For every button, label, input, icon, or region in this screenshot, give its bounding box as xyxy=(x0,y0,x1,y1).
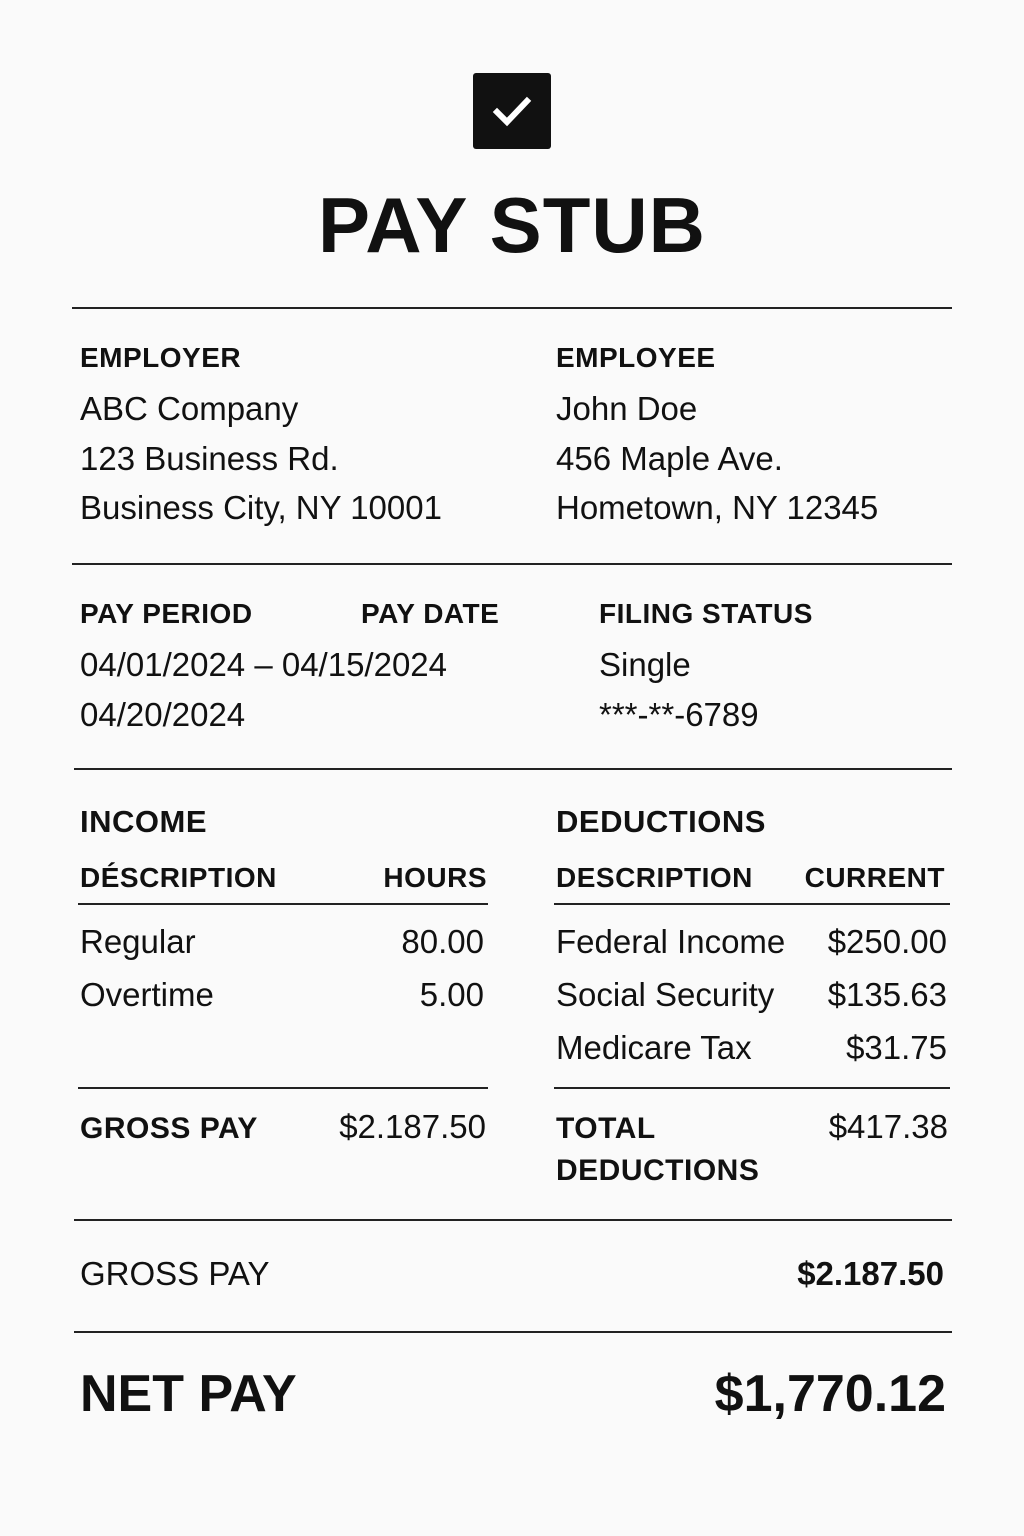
filing-status-value: Single xyxy=(599,646,691,683)
income-col-description: DÉSCRIPTION xyxy=(80,862,277,893)
income-row-hours: 80.00 xyxy=(401,923,484,960)
deduction-row-description: Medicare Tax xyxy=(556,1029,752,1066)
filing-status-label: FILING STATUS xyxy=(599,598,813,629)
deduction-row-current: $135.63 xyxy=(827,976,947,1013)
pay-date-label: PAY DATE xyxy=(361,598,500,629)
deductions-col-description: DESCRIPTION xyxy=(556,862,753,893)
employee-label: EMPLOYEE xyxy=(556,342,716,373)
divider xyxy=(72,563,952,565)
pay-date-value: 04/20/2024 xyxy=(80,696,246,733)
pay-period-value: 04/01/2024 – 04/15/2024 xyxy=(80,646,448,683)
deduction-row-current: $31.75 xyxy=(846,1029,947,1066)
employer-address-2: Business City, NY 10001 xyxy=(80,489,442,526)
employee-name: John Doe xyxy=(556,390,698,427)
divider xyxy=(78,903,488,905)
divider xyxy=(74,768,952,770)
pay-period-label: PAY PERIOD xyxy=(80,598,253,629)
income-gross-value: $2.187.50 xyxy=(339,1108,486,1145)
divider xyxy=(78,1087,488,1089)
ssn-value: ***-**-6789 xyxy=(599,696,759,733)
page-title: PAY STUB xyxy=(317,181,707,269)
summary-gross-label: GROSS PAY xyxy=(80,1255,270,1292)
income-gross-label: GROSS PAY xyxy=(80,1112,258,1145)
deductions-col-current: CURRENT xyxy=(804,862,945,893)
deduction-row-description: Federal Income xyxy=(556,923,786,960)
employer-address-1: 123 Business Rd. xyxy=(80,440,339,477)
income-row-description: Regular xyxy=(80,923,196,960)
divider xyxy=(554,1087,950,1089)
divider xyxy=(72,307,952,309)
divider xyxy=(74,1219,952,1221)
deductions-label: DEDUCTIONS xyxy=(556,804,766,839)
employee-address-1: 456 Maple Ave. xyxy=(556,440,783,477)
divider xyxy=(74,1331,952,1333)
checkmark-box-icon xyxy=(473,73,551,149)
total-deductions-label-line2: DEDUCTIONS xyxy=(556,1154,760,1187)
income-row-description: Overtime xyxy=(80,976,214,1013)
net-pay-value: $1,770.12 xyxy=(714,1365,946,1423)
divider xyxy=(554,903,950,905)
income-label: INCOME xyxy=(80,804,207,839)
deduction-row-description: Social Security xyxy=(556,976,775,1013)
employer-name: ABC Company xyxy=(80,390,299,427)
employee-address-2: Hometown, NY 12345 xyxy=(556,489,879,526)
employer-label: EMPLOYER xyxy=(80,342,242,373)
net-pay-label: NET PAY xyxy=(80,1365,297,1423)
total-deductions-label-line1: TOTAL xyxy=(556,1112,656,1145)
deduction-row-current: $250.00 xyxy=(827,923,947,960)
income-row-hours: 5.00 xyxy=(419,976,484,1013)
summary-gross-value: $2.187.50 xyxy=(797,1255,944,1292)
total-deductions-value: $417.38 xyxy=(828,1108,948,1145)
income-col-hours: HOURS xyxy=(383,862,487,893)
